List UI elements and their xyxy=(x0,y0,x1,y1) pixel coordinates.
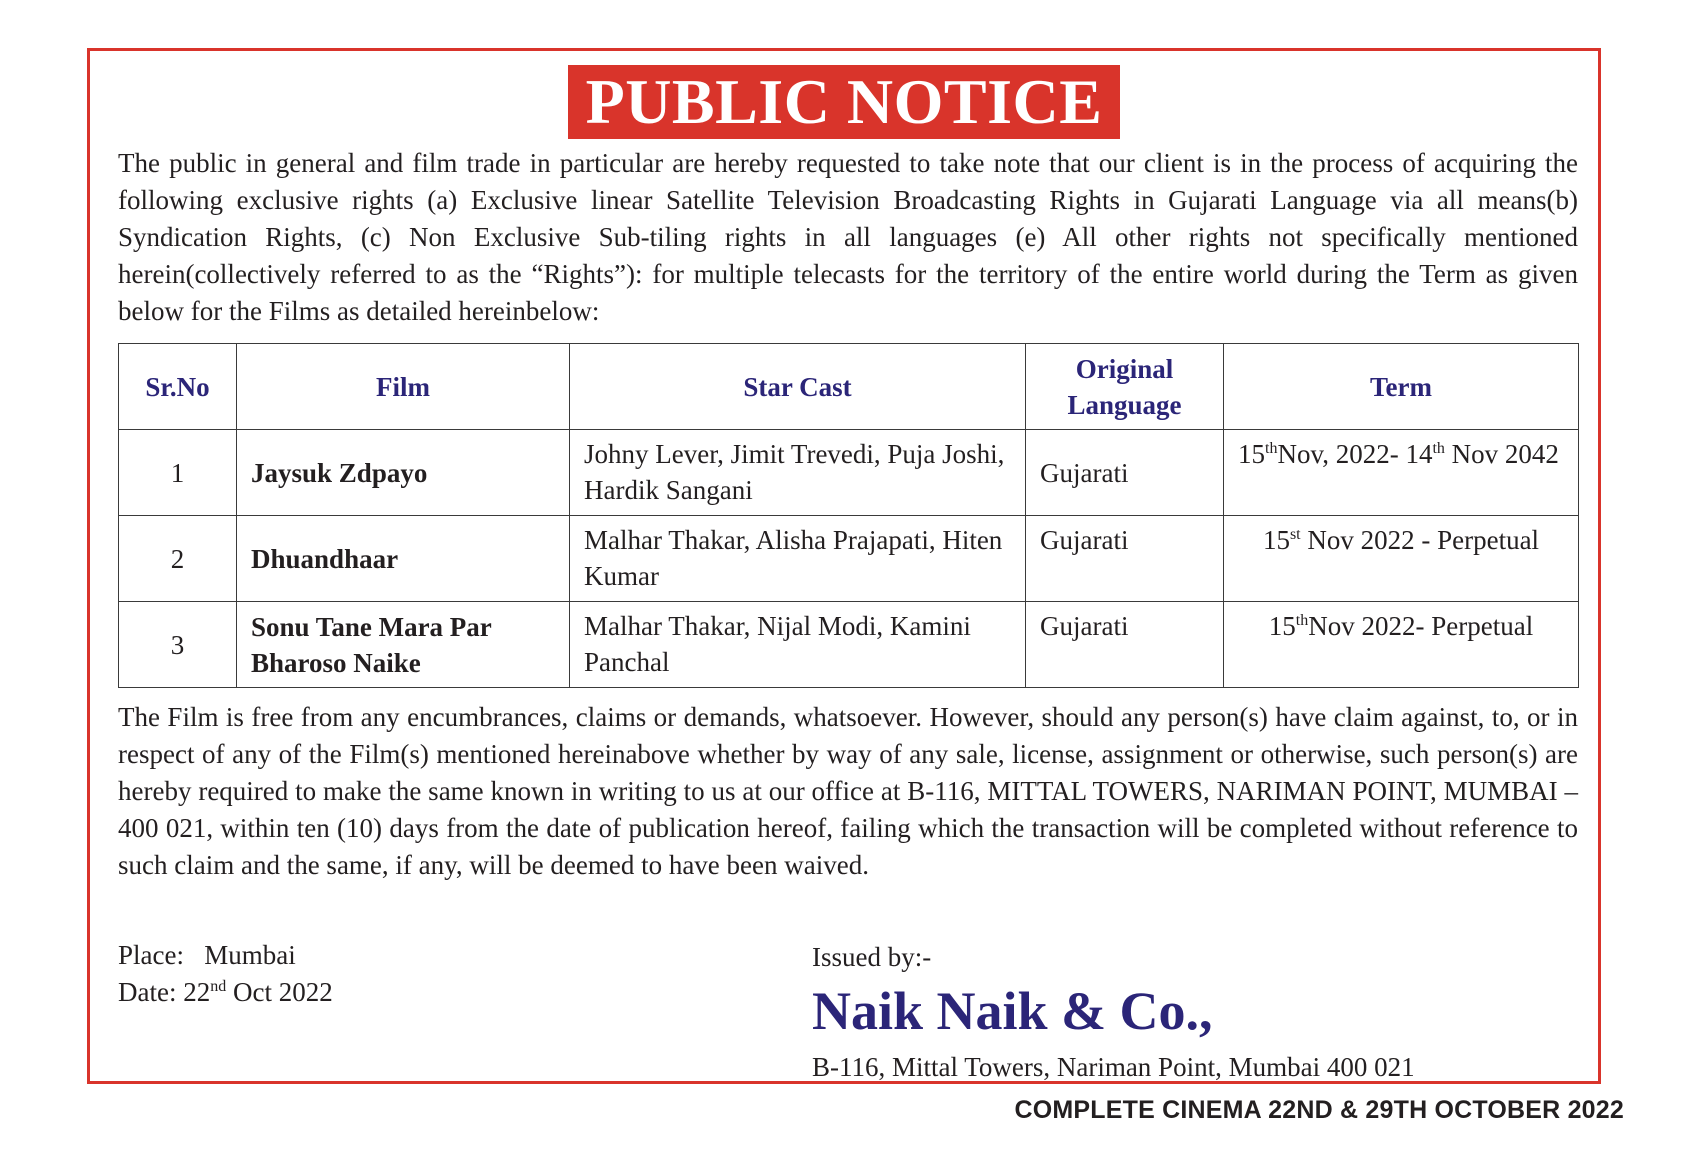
term-part: 15 xyxy=(1268,611,1296,641)
term-superscript: th xyxy=(1295,612,1309,629)
issuer-block xyxy=(812,939,1415,1085)
row-film: Jaysuk Zdpayo xyxy=(237,430,570,516)
outro-paragraph: The Film is free from any encumbrances, claims or demands, whatsoever. However, should any person(s) have claim against, to, or in respect of any of the Film(s) mentioned hereinabove whether by way of any sale, license, assignment or otherwise, such person(s) are hereby required to make the same known in writing to us at our office at B-116, MITTAL TOWERS, NARIMAN POINT, MUMBAI – 400 021, within ten (10) days from the date of publication hereof, failing which the transaction will be completed without reference to such claim and the same, if any, will be deemed to have been waived. xyxy=(118,702,1578,880)
row-term xyxy=(1224,602,1579,688)
firm-name: Naik Naik & Co., xyxy=(812,981,1213,1041)
date-rest: Oct 2022 xyxy=(226,977,333,1007)
table-row xyxy=(119,430,1579,516)
place-line xyxy=(118,937,333,974)
term-part: Nov 2022- Perpetual xyxy=(1308,611,1534,641)
date-superscript: nd xyxy=(210,978,227,995)
term-part: 15 xyxy=(1262,525,1290,555)
row-language: Gujarati xyxy=(1026,602,1224,688)
term-part: 15 xyxy=(1238,439,1265,469)
issued-by-label: Issued by:- xyxy=(812,942,932,972)
title-wrap xyxy=(90,65,1598,139)
row-film: Dhuandhaar xyxy=(237,516,570,602)
row-sr-no: 2 xyxy=(119,516,237,602)
row-sr-no: 1 xyxy=(119,430,237,516)
header-language: Original Language xyxy=(1026,344,1224,430)
films-table xyxy=(118,343,1579,688)
row-language: Gujarati xyxy=(1026,516,1224,602)
row-film: Sonu Tane Mara Par Bharoso Naike xyxy=(237,602,570,688)
header-film: Film xyxy=(237,344,570,430)
row-sr-no: 3 xyxy=(119,602,237,688)
notice-title: PUBLIC NOTICE xyxy=(568,65,1121,139)
table-row xyxy=(119,602,1579,688)
term-part: Nov, 2022- 14 xyxy=(1277,439,1433,469)
date-line xyxy=(118,974,333,1011)
place-label: Place: xyxy=(118,940,184,970)
table-header-row xyxy=(119,344,1579,430)
term-part: Nov 2022 - Perpetual xyxy=(1300,525,1540,555)
intro-paragraph: The public in general and film trade in particular are hereby requested to take note that our client is in the process of acquiring the following exclusive rights (a) Exclusive linear Satellite Television Broadcasting Rights in Gujarati Language via all means(b) Syndication Rights, (c) Non Exclusive Sub-tiling rights in all languages (e) All other rights not specifically mentioned herein(collectively referred to as the “Rights”): for multiple telecasts for the territory of the entire world during the Term as given below for the Films as detailed hereinbelow: xyxy=(118,148,1578,326)
place-date-block xyxy=(118,937,333,1011)
publication-footer: COMPLETE CINEMA 22ND & 29TH OCTOBER 2022 xyxy=(1014,1096,1624,1124)
notice-frame xyxy=(87,48,1601,1084)
date-label: Date: 22 xyxy=(118,977,211,1007)
firm-address: B-116, Mittal Towers, Nariman Point, Mumbai 400 021 xyxy=(812,1052,1415,1082)
row-term xyxy=(1224,516,1579,602)
header-term: Term xyxy=(1224,344,1579,430)
term-part: Nov 2042 xyxy=(1444,439,1559,469)
row-language: Gujarati xyxy=(1026,430,1224,516)
term-superscript: th xyxy=(1265,440,1278,457)
header-star-cast: Star Cast xyxy=(570,344,1026,430)
place-value: Mumbai xyxy=(204,940,296,970)
row-star-cast: Malhar Thakar, Nijal Modi, Kamini Panchal xyxy=(570,602,1026,688)
row-term xyxy=(1224,430,1579,516)
term-superscript: th xyxy=(1432,440,1445,457)
row-star-cast: Malhar Thakar, Alisha Prajapati, Hiten Kumar xyxy=(570,516,1026,602)
table-row xyxy=(119,516,1579,602)
header-sr-no: Sr.No xyxy=(119,344,237,430)
term-superscript: st xyxy=(1289,526,1301,543)
row-star-cast: Johny Lever, Jimit Trevedi, Puja Joshi, Hardik Sangani xyxy=(570,430,1026,516)
